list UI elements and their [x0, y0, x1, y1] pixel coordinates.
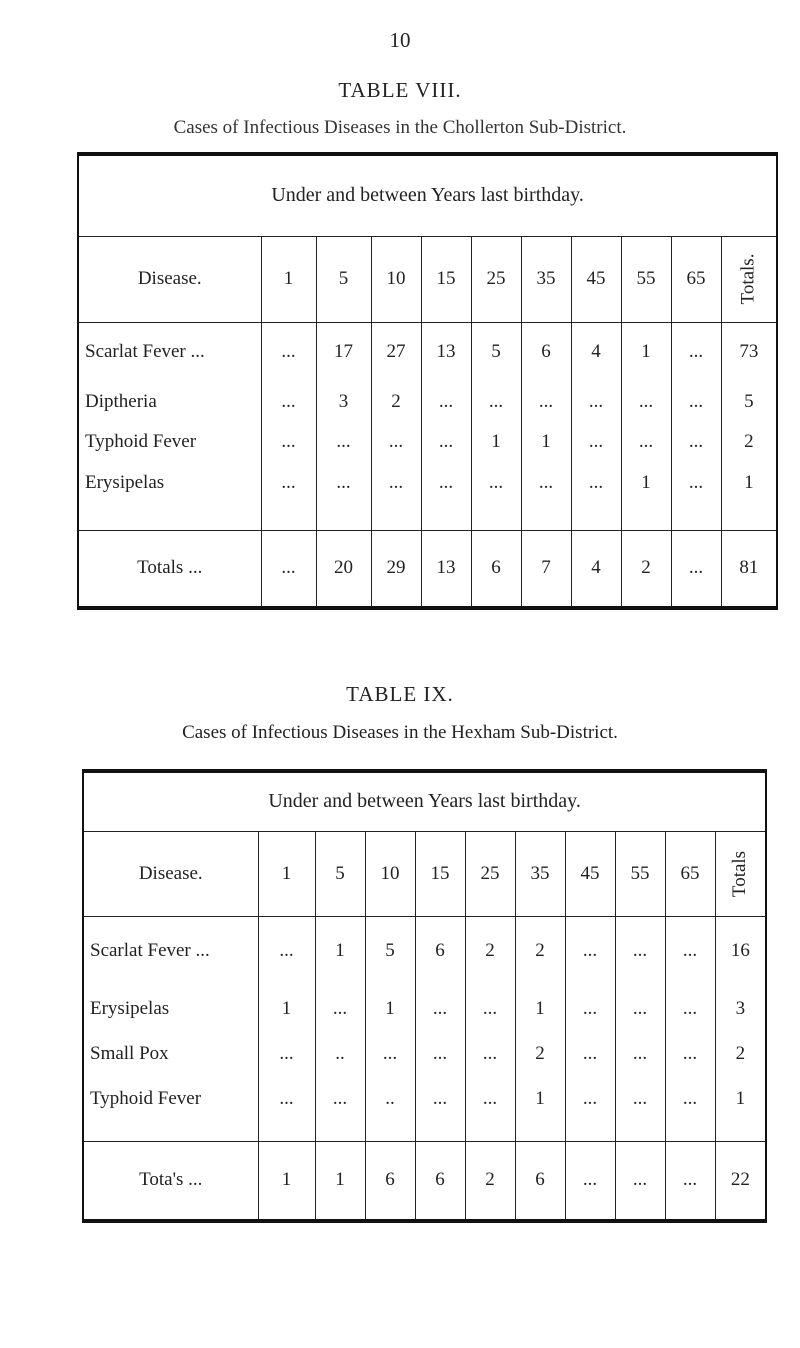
- table-cell: 1: [315, 916, 365, 986]
- table-cell: 17: [316, 322, 371, 382]
- table-cell: 6: [365, 1141, 415, 1221]
- table-cell: 1: [258, 1141, 315, 1221]
- table9: [82, 769, 767, 1223]
- table-total-cell: 1: [721, 462, 777, 530]
- table-cell: 1: [515, 1076, 565, 1141]
- table-cell: 1: [621, 462, 671, 530]
- table9-disease-header: Disease.: [83, 831, 258, 916]
- table-cell: ...: [258, 1031, 315, 1076]
- table8-subtitle: Cases of Infectious Diseases in the Chollerton Sub-District.: [173, 117, 627, 138]
- table-total-cell: 3: [735, 997, 746, 1019]
- table-row: [83, 1076, 766, 1141]
- table-cell: ...: [261, 462, 316, 530]
- table-cell: 5: [365, 916, 415, 986]
- table8-totals-label: Totals ...: [78, 530, 261, 608]
- table-cell: ...: [415, 1031, 465, 1076]
- table-cell: 1: [365, 986, 415, 1031]
- table-cell: ...: [421, 382, 471, 422]
- table-cell: ...: [571, 382, 621, 422]
- table-cell: ...: [315, 986, 365, 1031]
- table-cell: ...: [261, 422, 316, 462]
- table-cell: ...: [615, 916, 665, 986]
- table-cell: 6: [515, 1141, 565, 1221]
- table-cell: 4: [571, 322, 621, 382]
- table-cell: 20: [316, 530, 371, 608]
- table-cell: ...: [521, 462, 571, 530]
- table-cell: 1: [258, 986, 315, 1031]
- table-cell: ...: [671, 530, 721, 608]
- table9-age-header: 55: [615, 831, 665, 916]
- table-cell: ...: [365, 1031, 415, 1076]
- table-cell: ...: [565, 986, 615, 1031]
- table8-span-header: Under and between Years last birthday.: [78, 154, 777, 236]
- table-cell: 2: [621, 530, 671, 608]
- table9-disease-name: Scarlat Fever ...: [83, 916, 258, 986]
- table-total-cell: 73: [739, 341, 759, 363]
- table8-age-header: 35: [521, 236, 571, 322]
- table-cell: ..: [315, 1031, 365, 1076]
- table9-totals-row: [83, 1141, 766, 1221]
- table-cell: ...: [465, 1076, 515, 1141]
- table8-age-header: 5: [316, 236, 371, 322]
- table-cell: ...: [261, 322, 316, 382]
- table8-totals-row: [78, 530, 777, 608]
- table-cell: 2: [515, 1031, 565, 1076]
- table-cell: ...: [665, 1031, 715, 1076]
- table-cell: ...: [415, 986, 465, 1031]
- table8: [77, 152, 778, 610]
- table-cell: ...: [258, 1076, 315, 1141]
- table-total-cell: 2: [744, 431, 754, 452]
- table-cell: 4: [571, 530, 621, 608]
- table-total-cell: 5: [744, 391, 754, 412]
- table-total-cell: 16: [730, 940, 750, 962]
- table-cell: ...: [316, 422, 371, 462]
- table-total-cell: 1: [715, 1076, 766, 1141]
- table-cell: ...: [471, 462, 521, 530]
- table-cell: ...: [665, 1076, 715, 1141]
- table-cell: ...: [421, 462, 471, 530]
- table-cell: ...: [615, 1141, 665, 1221]
- table8-disease-name: Typhoid Fever: [78, 422, 261, 462]
- table-cell: 6: [471, 530, 521, 608]
- table-cell: 2: [465, 1141, 515, 1221]
- table9-disease-name: Erysipelas: [83, 986, 258, 1031]
- table-row: [78, 462, 777, 530]
- table9-totals-header-text: Totals: [729, 850, 751, 897]
- table8-age-header: 10: [371, 236, 421, 322]
- table9-age-header: 10: [365, 831, 415, 916]
- table-cell: ..: [365, 1076, 415, 1141]
- table-cell: ...: [615, 1076, 665, 1141]
- table-cell: ...: [665, 986, 715, 1031]
- table-cell: ...: [316, 462, 371, 530]
- table-cell: 1: [315, 1141, 365, 1221]
- table-cell: ...: [621, 382, 671, 422]
- table8-header-row: [78, 236, 777, 322]
- table9-age-header: 5: [315, 831, 365, 916]
- table9-title: TABLE IX.: [346, 682, 454, 706]
- table9-span-header: Under and between Years last birthday.: [83, 771, 766, 831]
- table-total-cell: 2: [735, 1042, 746, 1064]
- table-cell: ...: [665, 916, 715, 986]
- table8-age-header: 1: [261, 236, 316, 322]
- table-cell: ...: [665, 1141, 715, 1221]
- table-cell: ...: [261, 382, 316, 422]
- table-cell: ...: [371, 422, 421, 462]
- table-cell: ...: [565, 916, 615, 986]
- table9-totals-label: Tota's ...: [83, 1141, 258, 1221]
- table-row: [78, 422, 777, 462]
- table8-age-header: 25: [471, 236, 521, 322]
- table-cell: 6: [415, 1141, 465, 1221]
- table-cell: ...: [671, 462, 721, 530]
- table-cell: 7: [521, 530, 571, 608]
- table9-age-header: 65: [665, 831, 715, 916]
- table-cell: 1: [471, 422, 521, 462]
- table-cell: 1: [515, 986, 565, 1031]
- table-cell: 2: [465, 916, 515, 986]
- table9-age-header: 45: [565, 831, 615, 916]
- table-cell: ...: [415, 1076, 465, 1141]
- table-cell: ...: [258, 916, 315, 986]
- table-cell: ...: [465, 986, 515, 1031]
- table-cell: 6: [521, 322, 571, 382]
- table-cell: 13: [421, 530, 471, 608]
- table9-subtitle: Cases of Infectious Diseases in the Hexham Sub-District.: [182, 722, 618, 743]
- table-cell: 2: [515, 916, 565, 986]
- table-cell: 3: [316, 382, 371, 422]
- table-cell: ...: [671, 322, 721, 382]
- table8-age-header: 55: [621, 236, 671, 322]
- table9-totals-header: [715, 831, 766, 916]
- table-total-cell: 81: [739, 557, 759, 579]
- table-cell: 5: [471, 322, 521, 382]
- table8-totals-header: [721, 236, 777, 322]
- table-cell: 29: [371, 530, 421, 608]
- table9-age-header: 25: [465, 831, 515, 916]
- table-cell: ...: [615, 986, 665, 1031]
- table-cell: ...: [521, 382, 571, 422]
- table-cell: ...: [671, 382, 721, 422]
- table-cell: ...: [565, 1141, 615, 1221]
- table9-disease-name: Small Pox: [83, 1031, 258, 1076]
- table-cell: 6: [415, 916, 465, 986]
- table-cell: ...: [571, 462, 621, 530]
- table-cell: 27: [371, 322, 421, 382]
- table-row: [78, 322, 777, 382]
- table-total-cell: 22: [730, 1169, 750, 1191]
- page-number: 10: [389, 28, 411, 52]
- table-row: [83, 986, 766, 1031]
- table8-totals-header-text: Totals.: [737, 253, 759, 305]
- table-row: [83, 1031, 766, 1076]
- table8-disease-name: Diptheria: [78, 382, 261, 422]
- table-cell: ...: [315, 1076, 365, 1141]
- table8-title: TABLE VIII.: [338, 78, 462, 102]
- table-cell: 13: [421, 322, 471, 382]
- table-cell: ...: [565, 1076, 615, 1141]
- table-cell: 2: [371, 382, 421, 422]
- table9-header-row: [83, 831, 766, 916]
- table-cell: ...: [421, 422, 471, 462]
- table9-disease-name: Typhoid Fever: [83, 1076, 258, 1141]
- table-cell: ...: [565, 1031, 615, 1076]
- table8-disease-name: Scarlat Fever ...: [78, 322, 261, 382]
- table-cell: ...: [571, 422, 621, 462]
- table-row: [83, 916, 766, 986]
- table8-disease-name: Erysipelas: [78, 462, 261, 530]
- table9-age-header: 35: [515, 831, 565, 916]
- table-row: [78, 382, 777, 422]
- table8-age-header: 65: [671, 236, 721, 322]
- table-cell: ...: [671, 422, 721, 462]
- table-cell: ...: [471, 382, 521, 422]
- table-cell: 1: [521, 422, 571, 462]
- table-cell: ...: [615, 1031, 665, 1076]
- table8-age-header: 15: [421, 236, 471, 322]
- table-cell: ...: [261, 530, 316, 608]
- table-cell: ...: [465, 1031, 515, 1076]
- table9-age-header: 1: [258, 831, 315, 916]
- table9-age-header: 15: [415, 831, 465, 916]
- table-cell: ...: [621, 422, 671, 462]
- table8-disease-header: Disease.: [78, 236, 261, 322]
- table8-age-header: 45: [571, 236, 621, 322]
- table-cell: ...: [371, 462, 421, 530]
- table-cell: 1: [621, 322, 671, 382]
